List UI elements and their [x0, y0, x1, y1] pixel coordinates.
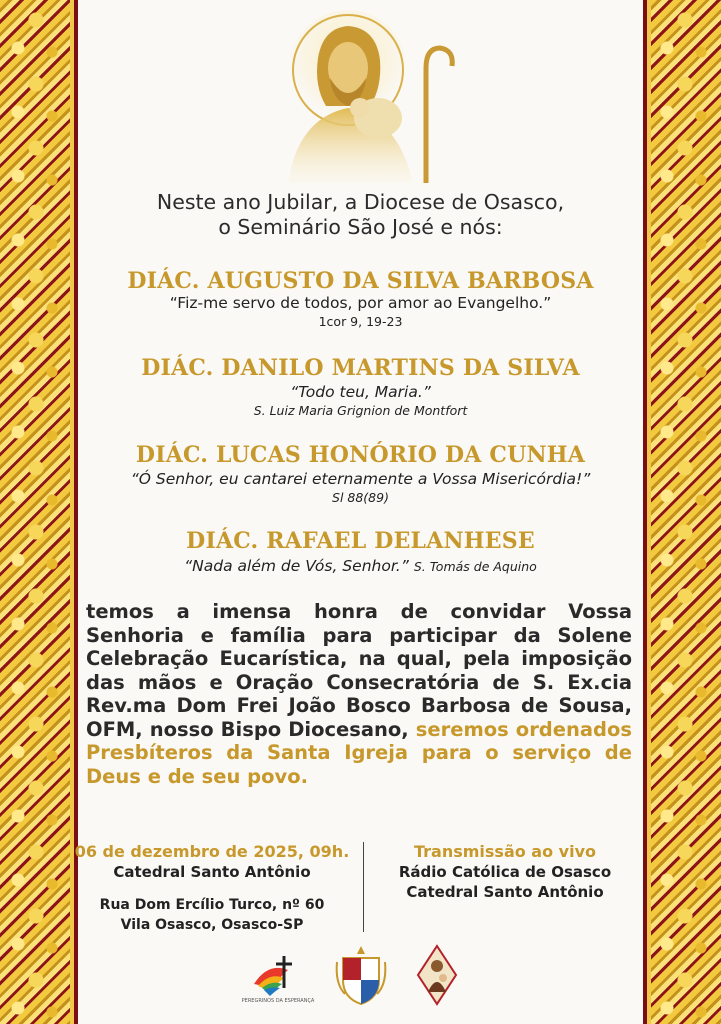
logos-row [0, 942, 721, 1012]
event-venue: Catedral Santo Antônio [113, 863, 311, 881]
deacon-name: DIÁC. AUGUSTO DA SILVA BARBOSA [127, 268, 594, 294]
event-details [68, 842, 356, 935]
deacon-quote: “Fiz-me servo de todos, por amor ao Evangelho.” [169, 294, 552, 312]
deacon-quote: “Ó Senhor, eu cantarei eternamente a Vossa Misericórdia!” [130, 470, 591, 488]
event-address [68, 895, 356, 935]
diocese-coat-of-arms [335, 944, 387, 1006]
deacon-quote-ref: S. Luiz Maria Grignion de Montfort [253, 403, 468, 418]
address-line-1: Rua Dom Ercílio Turco, nº 60 [99, 897, 325, 913]
deacon-3 [80, 442, 641, 505]
intro-line-1: Neste ano Jubilar, a Diocese de Osasco, [156, 190, 565, 214]
jubilee-logo-text: PEREGRINOS DA ESPERANÇA [241, 998, 315, 1004]
deacon-2 [80, 355, 641, 418]
intro-line-2: o Seminário São José e nós: [218, 215, 503, 239]
deacon-1 [80, 268, 641, 329]
deacon-name: DIÁC. DANILO MARTINS DA SILVA [141, 355, 580, 381]
deacon-name: DIÁC. LUCAS HONÓRIO DA CUNHA [135, 442, 586, 468]
deacon-quote-ref: 1cor 9, 19-23 [318, 314, 403, 329]
invitation-highlight: seremos ordenados Presbíteros da Santa Igreja para o serviço de Deus e de seu povo. [86, 717, 632, 788]
ornamental-border-left [0, 0, 78, 1024]
deacon-quote: “Nada além de Vós, Senhor.” [184, 557, 409, 575]
deacon-quote: “Todo teu, Maria.” [290, 383, 431, 401]
broadcast-line-1: Rádio Católica de Osasco [398, 863, 612, 881]
intro [80, 190, 641, 240]
broadcast-details [370, 842, 640, 901]
deacon-quote-ref: S. Tomás de Aquino [413, 559, 537, 574]
divider [363, 842, 364, 932]
good-shepherd-illustration [248, 8, 458, 183]
broadcast-line-2: Catedral Santo Antônio [406, 883, 604, 901]
jubilee-logo [241, 948, 315, 1004]
deacon-quote-ref: Sl 88(89) [332, 490, 389, 505]
invitation-text [86, 600, 632, 788]
deacon-name: DIÁC. RAFAEL DELANHESE [186, 528, 535, 554]
broadcast-title: Transmissão ao vivo [413, 842, 596, 861]
ornamental-border-right [643, 0, 721, 1024]
deacon-4 [80, 528, 641, 575]
address-line-2: Vila Osasco, Osasco-SP [120, 917, 304, 933]
event-date: 06 de dezembro de 2025, 09h. [74, 842, 350, 861]
invitation-body: temos a imensa honra de convidar Vossa Senhoria e família para participar da Solene Celebração Eucarística, na qual, pela imposição das mãos e Oração Consecratória de S. Ex.cia Rev.ma Dom Frei João Bosco Barbosa de Sousa, OFM, nosso Bispo Diocesano, [86, 600, 632, 741]
seminary-emblem [416, 944, 458, 1006]
